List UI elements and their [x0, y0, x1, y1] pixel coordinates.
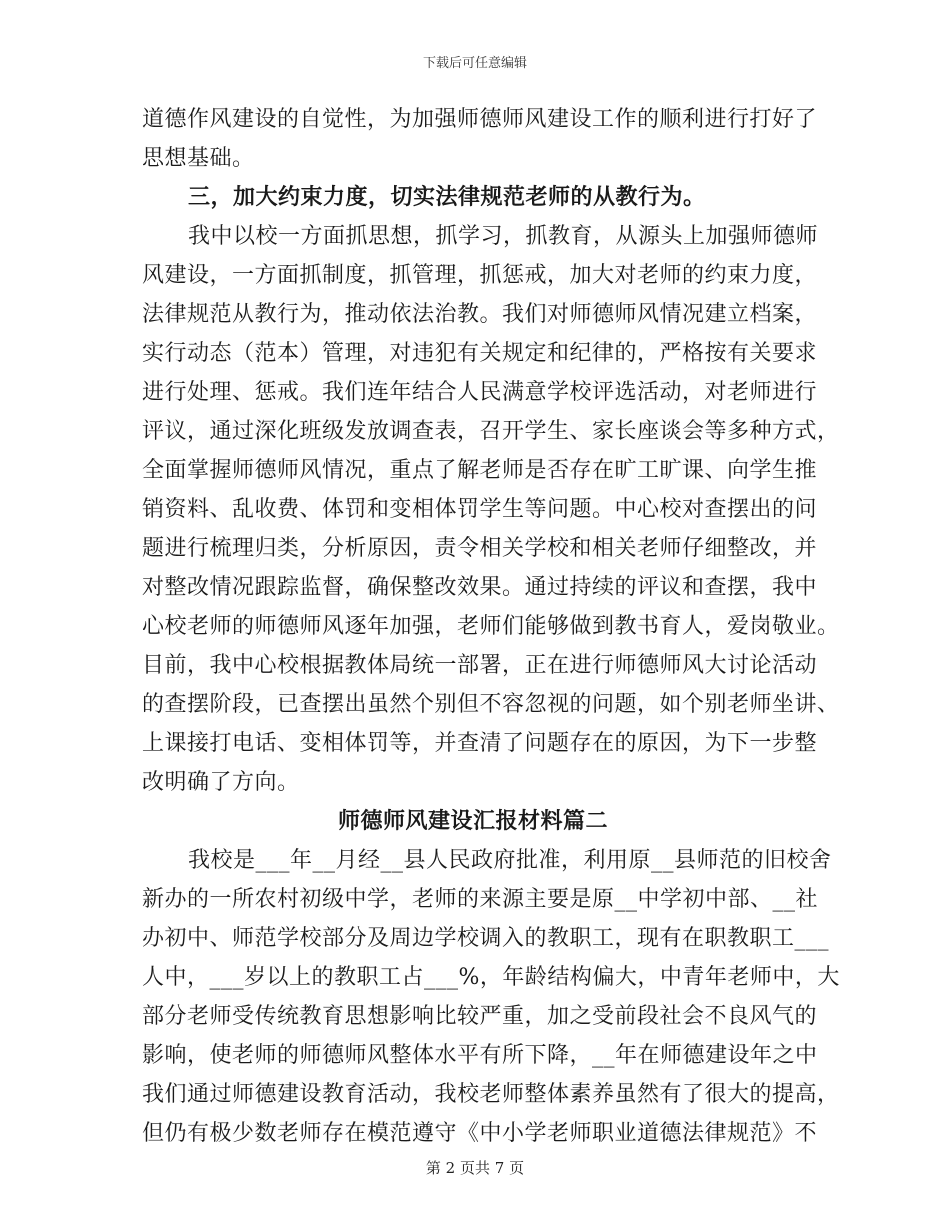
paragraph-line: 题进行梳理归类，分析原因，责令相关学校和相关老师仔细整改，并 [142, 536, 818, 561]
paragraph-line: 我中以校一方面抓思想，抓学习，抓教育，从源头上加强师德师 [188, 224, 819, 249]
page-footer: 第 2 页共 7 页 [425, 1159, 525, 1177]
section-title: 师德师风建设汇报材料篇二 [337, 808, 608, 834]
paragraph-line: 上课接打电话、变相体罚等，并查清了问题存在的原因，为下一步整 [142, 731, 818, 756]
paragraph-line: 全面掌握师德师风情况，重点了解老师是否存在旷工旷课、向学生推 [142, 458, 818, 483]
paragraph-line: 实行动态（范本）管理，对违犯有关规定和纪律的，严格按有关要求 [142, 341, 818, 366]
paragraph-line: 思想基础。 [142, 146, 255, 171]
section-heading: 三，加大约束力度，切实法律规范老师的从教行为。 [188, 184, 706, 210]
paragraph-line: 评议，通过深化班级发放调查表，召开学生、家长座谈会等多种方式， [142, 419, 840, 444]
page-header: 下载后可任意编辑 [422, 56, 527, 71]
paragraph-line: 人中，___岁以上的教职工占___%，年龄结构偏大，中青年老师中，大 [142, 965, 840, 990]
paragraph-line: 销资料、乱收费、体罚和变相体罚学生等问题。中心校对查摆出的问 [142, 497, 818, 522]
paragraph-line: 影响，使老师的师德师风整体水平有所下降，__年在师德建设年之中 [142, 1043, 818, 1068]
document-body [142, 100, 840, 1153]
paragraph-line: 部分老师受传统教育思想影响比较严重，加之受前段社会不良风气的 [142, 1004, 818, 1029]
paragraph-line: 改明确了方向。 [142, 770, 300, 795]
paragraph-line: 心校老师的师德师风逐年加强，老师们能够做到教书育人，爱岗敬业。 [142, 614, 840, 639]
paragraph-line: 我们通过师德建设教育活动，我校老师整体素养虽然有了很大的提高， [142, 1082, 840, 1107]
paragraph-line: 风建设，一方面抓制度，抓管理，抓惩戒，加大对老师的约束力度， [142, 263, 818, 288]
paragraph-line: 进行处理、惩戒。我们连年结合人民满意学校评选活动，对老师进行 [142, 380, 818, 405]
paragraph-line: 我校是___年__月经__县人民政府批准，利用原__县师范的旧校舍 [188, 848, 832, 873]
paragraph-line: 新办的一所农村初级中学，老师的来源主要是原__中学初中部、__社 [142, 887, 819, 912]
paragraph-line: 办初中、师范学校部分及周边学校调入的教职工，现有在职教职工___ [142, 926, 830, 951]
paragraph-line: 目前，我中心校根据教体局统一部署，正在进行师德师风大讨论活动 [142, 653, 818, 678]
paragraph-line: 道德作风建设的自觉性，为加强师德师风建设工作的顺利进行打好了 [142, 107, 818, 132]
paragraph-line: 的查摆阶段，已查摆出虽然个别但不容忽视的问题，如个别老师坐讲、 [142, 692, 840, 717]
paragraph-line: 对整改情况跟踪监督，确保整改效果。通过持续的评议和查摆，我中 [142, 575, 818, 600]
paragraph-line: 法律规范从教行为，推动依法治教。我们对师德师风情况建立档案， [142, 302, 818, 327]
paragraph-line: 但仍有极少数老师存在模范遵守《中小学老师职业道德法律规范》不 [142, 1121, 818, 1146]
